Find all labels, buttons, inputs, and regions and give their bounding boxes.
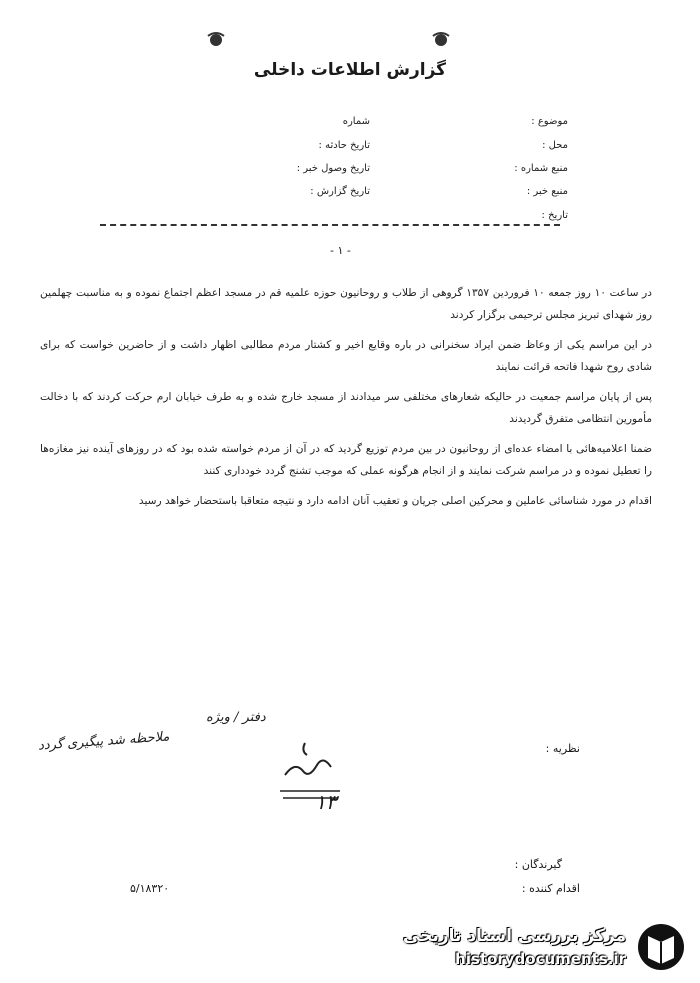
field-receipt-date: تاریخ وصول خبر : — [296, 163, 370, 174]
emblem-icon — [205, 30, 227, 48]
handwritten-note: دفتر / ویژه — [206, 710, 266, 725]
field-report-date: تاریخ گزارش : — [310, 186, 370, 197]
handwritten-remark: ملاحظه شد پیگیری گردد — [37, 729, 170, 754]
page-number: - ۱ - — [330, 244, 351, 257]
field-source-number: منبع شماره : — [514, 163, 568, 174]
recipients-label: گیرندگان : — [514, 858, 562, 871]
emblem-icon — [430, 30, 452, 48]
document-title: گزارش اطلاعات داخلی — [253, 60, 447, 80]
watermark-url: historydocuments.ir — [455, 950, 626, 968]
paragraph: در ساعت ۱۰ روز جمعه ۱۰ فروردین ۱۳۵۷ گروهی از طلاب و روحانیون حوزه علمیه قم در مسجد اعظم اجتماع نموده و به مناسبت چهلمین روز شهدای تبریز مجلس ترحیمی برگزار کردند — [40, 287, 652, 321]
field-incident-date: تاریخ حادثه : — [318, 140, 370, 151]
paragraph: اقدام در مورد شناسائی عاملین و محرکین اصلی جریان و تعقیب آنان ادامه دارد و نتیجه متعاقبا باستحضار خواهد رسید — [138, 495, 652, 507]
paragraph: ضمنا اعلامیه‌هائی با امضاء عده‌ای از روحانیون در بین مردم توزیع گردید که در آن از مردم خواسته شده بود که در روزهای آینده نیز مغازه‌ها را تعطیل نموده و در مراسم شرکت نمایند و از انجام هرگونه عملی که موجب تشنج گردد خودداری کنند — [40, 443, 652, 477]
watermark-logo — [403, 918, 690, 974]
paragraph: پس از پایان مراسم جمعیت در حالیکه شعارهای مختلفی سر میدادند از مسجد خارج شده و به طرف خیابان ارم حرکت کردند که با دخالت مأمورین انتظامی متفرق گردیدند — [40, 391, 652, 425]
paragraph: در این مراسم یکی از وعاظ ضمن ایراد سخنرانی در باره وقایع اخیر و کشتار مردم مطالبی اظهار داشت و از حاضرین خواست که برای شادی روح شهدا فاتحه قرائت نمایند — [40, 339, 652, 373]
report-body — [40, 282, 652, 520]
action-label: اقدام کننده : — [521, 882, 580, 895]
reference-number: ۵/۱۸۳۲۰ — [130, 882, 170, 895]
field-location: محل : — [542, 140, 568, 151]
field-date: تاریخ : — [541, 210, 568, 221]
watermark-org-name: مرکز بررسی اسناد تاریخی — [403, 926, 626, 946]
field-number: شماره — [342, 116, 370, 127]
handwritten-number: ۱۳ — [315, 790, 337, 814]
header-divider — [100, 224, 560, 226]
opinion-label: نظریه : — [545, 742, 580, 755]
field-subject: موضوع : — [531, 116, 568, 127]
field-news-source: منبع خبر : — [526, 186, 568, 197]
book-logo-icon — [636, 922, 686, 972]
